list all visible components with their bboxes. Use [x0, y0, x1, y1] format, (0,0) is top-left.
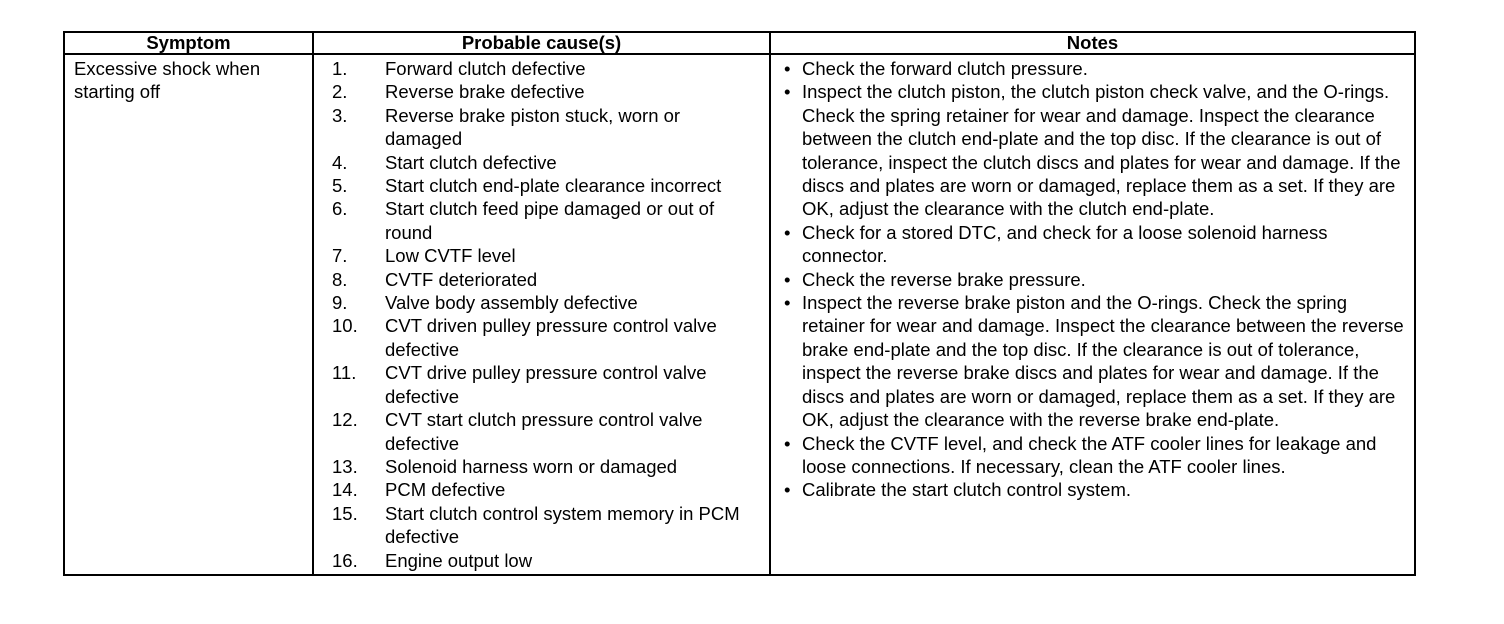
bullet-icon: • — [784, 58, 791, 79]
cause-number: 15. — [332, 502, 358, 524]
cause-number: 2. — [332, 81, 348, 103]
header-symptom: Symptom — [64, 32, 313, 54]
cause-text: Low CVTF level — [385, 245, 516, 267]
note-item — [782, 268, 1406, 291]
note-item — [782, 432, 1406, 479]
note-item — [782, 478, 1406, 501]
causes-cell — [313, 54, 770, 575]
bullet-icon: • — [784, 432, 791, 454]
cause-number: 8. — [332, 268, 348, 290]
cause-number: 4. — [332, 151, 348, 173]
cause-number: 10. — [332, 315, 358, 337]
cause-item — [332, 408, 761, 455]
cause-text: Valve body assembly defective — [385, 292, 638, 314]
cause-number: 1. — [332, 58, 348, 79]
cause-text: CVT drive pulley pressure control valve defective — [385, 362, 707, 407]
cause-number: 6. — [332, 198, 348, 220]
note-text: Check the CVTF level, and check the ATF cooler lines for leakage and loose connections. If necessary, clean the ATF cooler lines. — [802, 432, 1377, 477]
cause-number: 3. — [332, 104, 348, 126]
cause-number: 7. — [332, 245, 348, 267]
cause-text: PCM defective — [385, 479, 506, 501]
cause-text: Solenoid harness worn or damaged — [385, 455, 678, 477]
cause-item — [332, 80, 761, 103]
causes-list — [323, 57, 761, 572]
bullet-icon: • — [784, 292, 791, 314]
note-text: Check the forward clutch pressure. — [802, 58, 1088, 79]
bullet-icon: • — [784, 221, 791, 243]
header-probable-causes: Probable cause(s) — [313, 32, 770, 54]
note-text: Calibrate the start clutch control system. — [802, 479, 1132, 501]
notes-list — [780, 57, 1406, 502]
cause-text: Engine output low — [385, 549, 533, 571]
cause-text: CVTF deteriorated — [385, 268, 538, 290]
cause-item — [332, 57, 761, 80]
notes-cell — [770, 54, 1415, 575]
bullet-icon: • — [784, 81, 791, 103]
cause-number: 14. — [332, 479, 358, 501]
cause-number: 12. — [332, 409, 358, 431]
cause-item — [332, 151, 761, 174]
cause-item — [332, 244, 761, 267]
cause-item — [332, 314, 761, 361]
cause-item — [332, 361, 761, 408]
note-text: Inspect the clutch piston, the clutch piston check valve, and the O-rings. Check the spring retainer for wear and damage. Inspect the clearance between the clutch end-plate and the top disc. If the clearance is out of tolerance, inspect the clutch discs and plates for wear and damage. If the discs and plates are worn or damaged, replace them as a set. If they are OK, adjust the clearance with the clutch end-plate. — [802, 81, 1401, 220]
cause-text: Reverse brake defective — [385, 81, 585, 103]
table-row — [64, 54, 1415, 575]
bullet-icon: • — [784, 268, 791, 290]
cause-number: 5. — [332, 175, 348, 197]
cause-text: CVT driven pulley pressure control valve defective — [385, 315, 717, 360]
cause-item — [332, 268, 761, 291]
cause-text: Start clutch control system memory in PCM defective — [385, 502, 740, 548]
cause-item — [332, 197, 761, 244]
cause-text: Start clutch defective — [385, 151, 557, 173]
cause-number: 16. — [332, 549, 358, 571]
cause-item — [332, 502, 761, 549]
note-item — [782, 221, 1406, 268]
note-item — [782, 80, 1406, 220]
note-item — [782, 291, 1406, 431]
troubleshooting-table — [63, 31, 1416, 576]
cause-number: 13. — [332, 455, 358, 477]
cause-text: Start clutch feed pipe damaged or out of round — [385, 198, 715, 243]
note-text: Check for a stored DTC, and check for a loose solenoid harness connector. — [802, 221, 1328, 267]
cause-item — [332, 174, 761, 197]
symptom-cell: Excessive shock when starting off — [64, 54, 313, 575]
header-row — [64, 32, 1415, 54]
cause-text: Reverse brake piston stuck, worn or damaged — [385, 104, 681, 150]
cause-text: Forward clutch defective — [385, 58, 586, 79]
cause-number: 11. — [332, 362, 357, 384]
note-text: Check the reverse brake pressure. — [802, 268, 1086, 290]
cause-item — [332, 549, 761, 572]
cause-item — [332, 104, 761, 151]
cause-item — [332, 455, 761, 478]
cause-item — [332, 291, 761, 314]
header-notes: Notes — [770, 32, 1415, 54]
cause-item — [332, 478, 761, 501]
bullet-icon: • — [784, 479, 791, 501]
note-text: Inspect the reverse brake piston and the O-rings. Check the spring retainer for wear and damage. Inspect the clearance between the reverse brake end-plate and the top disc. If the clearance is out of tolerance, inspect the reverse brake discs and plates for wear and damage. If the discs and plates are worn or damaged, replace them as a set. If they are OK, adjust the clearance with the reverse brake end-plate. — [802, 292, 1404, 431]
cause-number: 9. — [332, 292, 348, 314]
cause-text: Start clutch end-plate clearance incorrect — [385, 175, 722, 197]
note-item — [782, 57, 1406, 80]
cause-text: CVT start clutch pressure control valve defective — [385, 409, 703, 454]
